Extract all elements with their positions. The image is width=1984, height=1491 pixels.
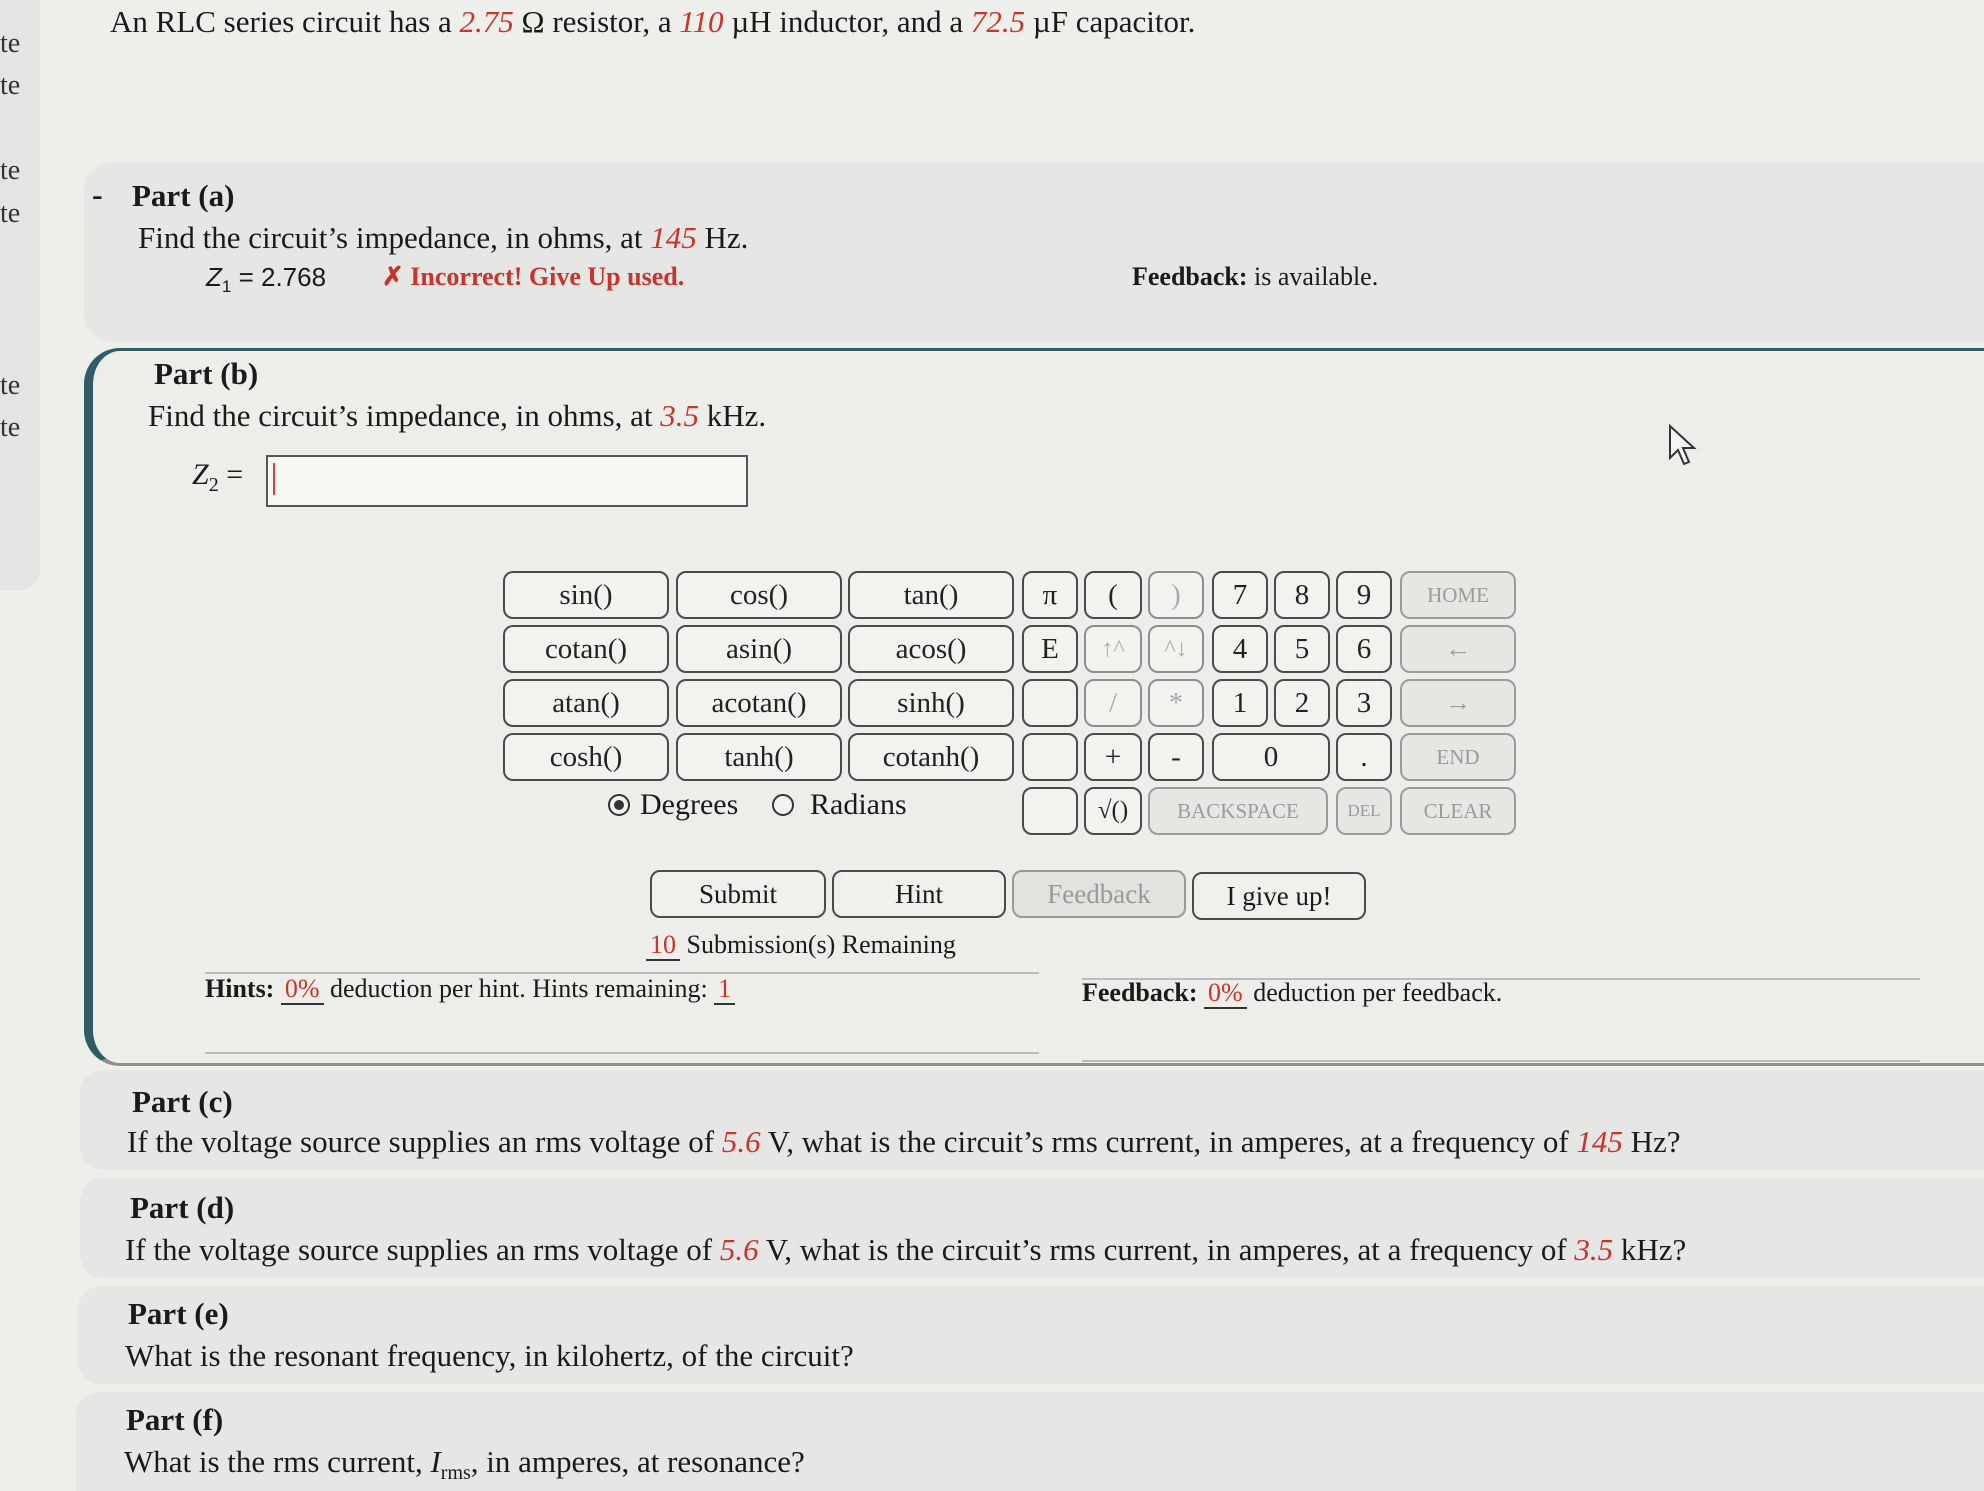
give-up-button[interactable]: I give up! bbox=[1192, 872, 1366, 920]
key-decimal[interactable]: . bbox=[1336, 733, 1392, 781]
key-tanh[interactable]: tanh() bbox=[676, 733, 842, 781]
key-cosh[interactable]: cosh() bbox=[503, 733, 669, 781]
key-blank[interactable] bbox=[1022, 733, 1078, 781]
key-home[interactable]: HOME bbox=[1400, 571, 1516, 619]
mouse-cursor-icon bbox=[1668, 424, 1698, 466]
part-e-question: What is the resonant frequency, in kilohertz, of the circuit? bbox=[125, 1338, 854, 1373]
part-d-question: If the voltage source supplies an rms voltage of 5.6 V, what is the circuit’s rms current, in amperes, at a frequency of 3.5 kHz? bbox=[125, 1232, 1687, 1267]
key-8[interactable]: 8 bbox=[1274, 571, 1330, 619]
part-a-title: Part (a) bbox=[132, 178, 235, 213]
collapse-toggle[interactable]: - bbox=[92, 176, 103, 212]
part-a-question: Find the circuit’s impedance, in ohms, at 145 Hz. bbox=[138, 220, 749, 255]
key-cos[interactable]: cos() bbox=[676, 571, 842, 619]
divider bbox=[1082, 1060, 1920, 1062]
answer-input[interactable] bbox=[266, 455, 748, 507]
key-4[interactable]: 4 bbox=[1212, 625, 1268, 673]
key-minus[interactable]: - bbox=[1148, 733, 1204, 781]
key-5[interactable]: 5 bbox=[1274, 625, 1330, 673]
sidebar-tab[interactable]: te bbox=[0, 28, 21, 59]
incorrect-status: ✗ Incorrect! Give Up used. bbox=[382, 262, 685, 291]
key-cotan[interactable]: cotan() bbox=[503, 625, 669, 673]
key-asin[interactable]: asin() bbox=[676, 625, 842, 673]
key-left-arrow[interactable]: ← bbox=[1400, 625, 1516, 673]
sidebar-tab[interactable]: te bbox=[0, 155, 21, 186]
key-close-paren[interactable]: ) bbox=[1148, 571, 1204, 619]
sidebar-tab[interactable]: te bbox=[0, 198, 21, 229]
key-6[interactable]: 6 bbox=[1336, 625, 1392, 673]
part-c-title: Part (c) bbox=[132, 1084, 233, 1119]
hint-button[interactable]: Hint bbox=[832, 870, 1006, 918]
key-sin[interactable]: sin() bbox=[503, 571, 669, 619]
part-d-title: Part (d) bbox=[130, 1190, 235, 1225]
degrees-label: Degrees bbox=[640, 788, 739, 821]
text-caret bbox=[273, 463, 275, 495]
key-pi[interactable]: π bbox=[1022, 571, 1078, 619]
key-plus[interactable]: + bbox=[1084, 733, 1142, 781]
key-0[interactable]: 0 bbox=[1212, 733, 1330, 781]
part-a-feedback-status: Feedback: is available. bbox=[1132, 262, 1379, 291]
key-acotan[interactable]: acotan() bbox=[676, 679, 842, 727]
divider bbox=[205, 1052, 1039, 1054]
key-divide[interactable]: / bbox=[1084, 679, 1142, 727]
key-9[interactable]: 9 bbox=[1336, 571, 1392, 619]
submit-button[interactable]: Submit bbox=[650, 870, 826, 918]
radians-radio[interactable] bbox=[772, 794, 794, 816]
key-blank[interactable] bbox=[1022, 787, 1078, 835]
part-b-title: Part (b) bbox=[154, 356, 259, 391]
key-7[interactable]: 7 bbox=[1212, 571, 1268, 619]
key-cotanh[interactable]: cotanh() bbox=[848, 733, 1014, 781]
part-a-answer: $Z_1 = 2.768$ bbox=[206, 262, 327, 297]
key-3[interactable]: 3 bbox=[1336, 679, 1392, 727]
part-c-question: If the voltage source supplies an rms voltage of 5.6 V, what is the circuit’s rms current, in amperes, at a frequency of 145 Hz? bbox=[127, 1124, 1681, 1159]
key-acos[interactable]: acos() bbox=[848, 625, 1014, 673]
key-del[interactable]: DEL bbox=[1336, 787, 1392, 835]
sidebar-tab[interactable]: te bbox=[0, 370, 21, 401]
degrees-radio[interactable] bbox=[608, 794, 630, 816]
problem-statement: An RLC series circuit has a 2.75 Ω resistor, a 110 µH inductor, and a 72.5 µF capacitor. bbox=[110, 4, 1196, 39]
part-f-question: What is the rms current, $I_{rms}$, in amperes, at resonance? bbox=[124, 1444, 805, 1485]
key-sinh[interactable]: sinh() bbox=[848, 679, 1014, 727]
feedback-button[interactable]: Feedback bbox=[1012, 870, 1186, 918]
key-multiply[interactable]: * bbox=[1148, 679, 1204, 727]
key-1[interactable]: 1 bbox=[1212, 679, 1268, 727]
radians-label: Radians bbox=[810, 788, 907, 821]
key-tan[interactable]: tan() bbox=[848, 571, 1014, 619]
key-power-down[interactable]: ^↓ bbox=[1148, 625, 1204, 673]
key-2[interactable]: 2 bbox=[1274, 679, 1330, 727]
key-end[interactable]: END bbox=[1400, 733, 1516, 781]
key-sqrt[interactable]: √() bbox=[1084, 787, 1142, 835]
key-clear[interactable]: CLEAR bbox=[1400, 787, 1516, 835]
part-e-title: Part (e) bbox=[128, 1296, 229, 1331]
part-f-title: Part (f) bbox=[126, 1402, 224, 1437]
key-e[interactable]: E bbox=[1022, 625, 1078, 673]
part-b-question: Find the circuit’s impedance, in ohms, at 3.5 kHz. bbox=[148, 398, 767, 433]
key-backspace[interactable]: BACKSPACE bbox=[1148, 787, 1328, 835]
key-atan[interactable]: atan() bbox=[503, 679, 669, 727]
key-right-arrow[interactable]: → bbox=[1400, 679, 1516, 727]
feedback-info: Feedback: 0% deduction per feedback. bbox=[1082, 978, 1503, 1007]
key-power-up[interactable]: ↑^ bbox=[1084, 625, 1142, 673]
key-open-paren[interactable]: ( bbox=[1084, 571, 1142, 619]
key-blank[interactable] bbox=[1022, 679, 1078, 727]
answer-label: $Z_2$ = bbox=[192, 458, 244, 496]
sidebar-tab[interactable]: te bbox=[0, 412, 21, 443]
hints-info: Hints: 0% deduction per hint. Hints remaining: 1 bbox=[205, 974, 735, 1004]
submissions-remaining: 10 Submission(s) Remaining bbox=[646, 930, 956, 960]
sidebar-tab[interactable]: te bbox=[0, 70, 21, 101]
